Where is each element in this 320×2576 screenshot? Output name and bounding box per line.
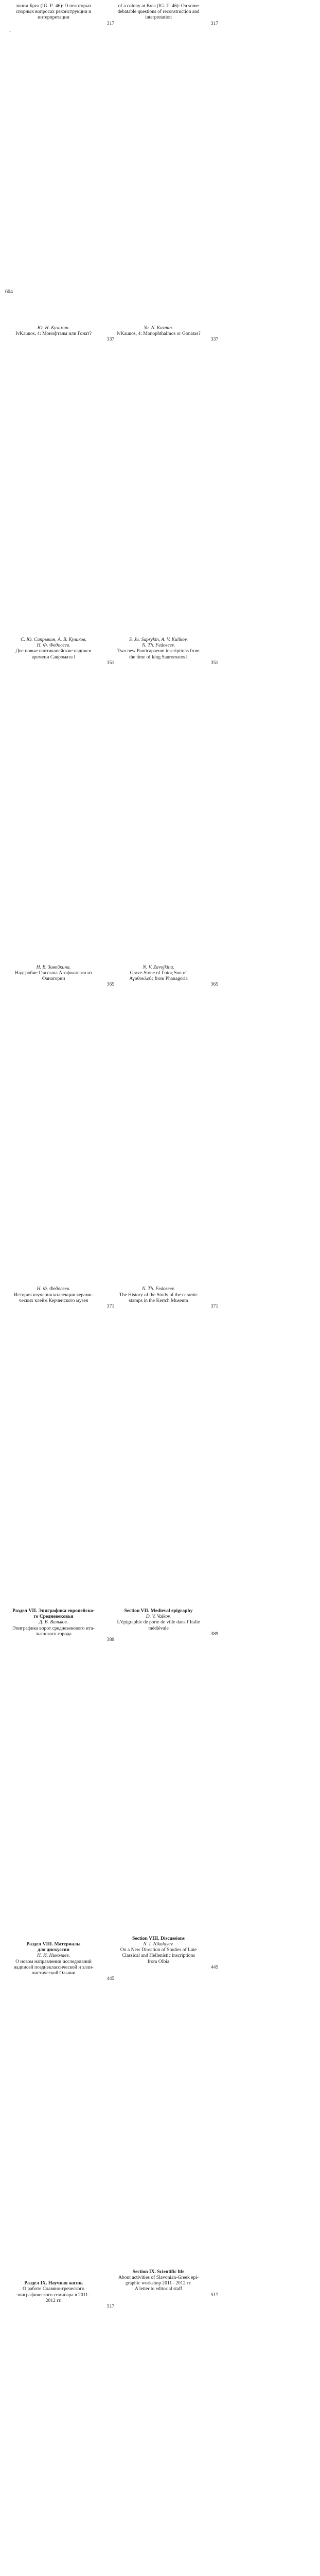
entry-title-line: О работе Славяно-греческого	[23, 2286, 84, 2292]
entry-title-line: эпиграфического семинара в 2011–	[16, 2292, 91, 2298]
entry-page-number: 517	[210, 2292, 219, 2298]
entry-author: Yu. N. Kuzmin.	[144, 325, 173, 331]
toc-entry	[5, 964, 115, 1282]
entry-title-line: времени Савромата I	[31, 654, 76, 660]
entry-title-line: The History of the Study of the ceramic	[119, 1292, 198, 1298]
toc-entry	[109, 1608, 219, 1931]
entry-author: Н. В. Завойкина.	[36, 964, 71, 970]
entry-title-line: Classical and Hellenistic inscriptions	[121, 1953, 195, 1959]
entry-author: Н. И. Николаев.	[37, 1953, 70, 1959]
entry-page-number: 317	[106, 20, 115, 26]
entry-author: Д. В. Вальков.	[39, 1619, 68, 1625]
section-heading: Section VIII. Discussions	[132, 1935, 185, 1941]
entry-title-line: ческих клейм Керченского музея	[19, 1297, 88, 1303]
entry-page-number: 517	[106, 2303, 115, 2310]
toc-entry	[109, 2268, 219, 2576]
toc-entry	[109, 1286, 219, 1604]
toc-entry	[5, 1286, 115, 1604]
entry-title-line: льянского города	[35, 1631, 72, 1637]
entry-page-number: 389	[210, 1631, 219, 1637]
toc-entry	[109, 1935, 219, 2265]
entry-page-number: 371	[106, 1303, 115, 1310]
entry-title-line: нистической Ольвии	[31, 1970, 76, 1976]
entry-title-line: from Olbia	[147, 1958, 170, 1964]
entry-title-line: Эпиграфика ворот средневекового ита-	[12, 1625, 95, 1631]
entry-title-line: спорных вопросах реконструкции и	[15, 9, 92, 15]
entry-page-number: 445	[210, 1964, 219, 1970]
scan-mark: ~	[9, 30, 11, 33]
entry-title-line: Фанагории	[42, 976, 65, 982]
section-heading: Раздел IX. Научная жизнь	[24, 2280, 83, 2286]
entry-page-number: 351	[210, 659, 219, 666]
toc-entry	[5, 1608, 115, 1937]
russian-contents-column	[5, 3, 115, 2576]
entry-page-number: 445	[106, 1976, 115, 1982]
entry-author: Ю. Н. Кузьмин.	[37, 325, 70, 331]
entry-title-line: Two new Panticapaeum inscriptions from	[117, 648, 200, 654]
entry-title-line: IvKaunos, 4: Монофталм или Гонат?	[15, 330, 92, 336]
entry-author: Н. Ф. Федосеев.	[37, 642, 70, 649]
page-number: 604	[5, 289, 13, 295]
entry-page-number: 389	[106, 1637, 115, 1643]
entry-page-number: 371	[210, 1303, 219, 1310]
toc-entry	[5, 2280, 115, 2576]
toc-entry	[5, 325, 115, 960]
entry-title-line: of a colony at Brea (IG. I³. 46): On some	[118, 3, 199, 9]
entry-title-line: Надгробие Гая сына Агофоклевса из	[15, 970, 92, 976]
toc-entry	[5, 3, 115, 321]
entry-title-line: IvKaunos, 4: Monophthalmos or Gonatas?	[116, 330, 201, 336]
entry-title-line: médiévale	[148, 1625, 169, 1631]
entry-title-line: On a New Direction of Studies of Late	[120, 1947, 197, 1953]
section-heading: Section IX. Scientific life	[132, 2268, 185, 2275]
entry-title-line: История изучения коллекции керами-	[14, 1292, 93, 1298]
entry-author: С. Ю. Сапрыкин, А. В. Куликов,	[21, 637, 86, 643]
entry-author: N. Th. Fedoseev.	[141, 1286, 175, 1292]
entry-title-line: лонии Бреа (IG. I³. 46): О некоторых	[15, 3, 92, 9]
toc-entry	[5, 1941, 115, 2276]
entry-title-line: Αγαθοκλεύς from Phanagoria	[129, 976, 188, 982]
entry-title-line: интерпретации	[38, 14, 69, 21]
section-heading: Раздел VIII. Материалы	[26, 1941, 81, 1947]
toc-entry	[109, 3, 219, 321]
entry-title-line: debatable questions of reconstruction and	[117, 9, 200, 15]
entry-author: N. Th. Fedoseev.	[141, 642, 175, 649]
entry-title-line: interpretation	[145, 14, 172, 21]
entry-author: N. I. Nikolayev.	[143, 1941, 174, 1947]
entry-page-number: 351	[106, 659, 115, 666]
entry-title-line: Grave-Stone of Γαίος Son of	[130, 970, 187, 976]
entry-title-line: Две новые пантикапейские надписи	[15, 648, 92, 654]
entry-title-line: 2012 гг.	[45, 2297, 62, 2303]
entry-author: Н. Ф. Федосеев.	[37, 1286, 70, 1292]
entry-page-number: 365	[210, 981, 219, 988]
entry-title-line: надписей позднеклассической и элли-	[13, 1964, 94, 1970]
entry-title-line: A letter to editorial staff	[134, 2286, 182, 2292]
section-heading: Раздел VII. Эпиграфика европейско-	[12, 1608, 95, 1614]
entry-title-line: the time of king Sauromates I	[129, 654, 188, 660]
entry-page-number: 337	[210, 336, 219, 343]
english-contents-column	[109, 3, 219, 2576]
entry-title-line: graphic workshop 2011– 2012 гг.	[125, 2280, 192, 2286]
entry-page-number: 317	[210, 20, 219, 26]
entry-author: N. V. Zavojkina.	[143, 964, 174, 970]
entry-author: D. V. Valkov.	[146, 1614, 171, 1620]
section-heading: для дискуссии	[38, 1947, 69, 1953]
entry-title-line: О новом направлении исследований	[15, 1958, 92, 1964]
entry-author: S. Ju. Saprykin, A. V. Kulikov,	[129, 637, 188, 643]
toc-entry	[109, 964, 219, 1282]
section-heading: го Средневековья	[33, 1614, 74, 1620]
entry-title-line: About activities of Slavonian-Greek epi-	[118, 2275, 199, 2281]
section-heading: Section VII. Medieval epigraphy	[124, 1608, 193, 1614]
entry-title-line: stamps in the Kertch Museum	[129, 1297, 188, 1303]
entry-page-number: 365	[106, 981, 115, 988]
entry-title-line: L’épigraphie de porte de ville dans l’Italie	[117, 1619, 200, 1625]
entry-page-number: 337	[106, 336, 115, 343]
toc-entry	[109, 325, 219, 960]
